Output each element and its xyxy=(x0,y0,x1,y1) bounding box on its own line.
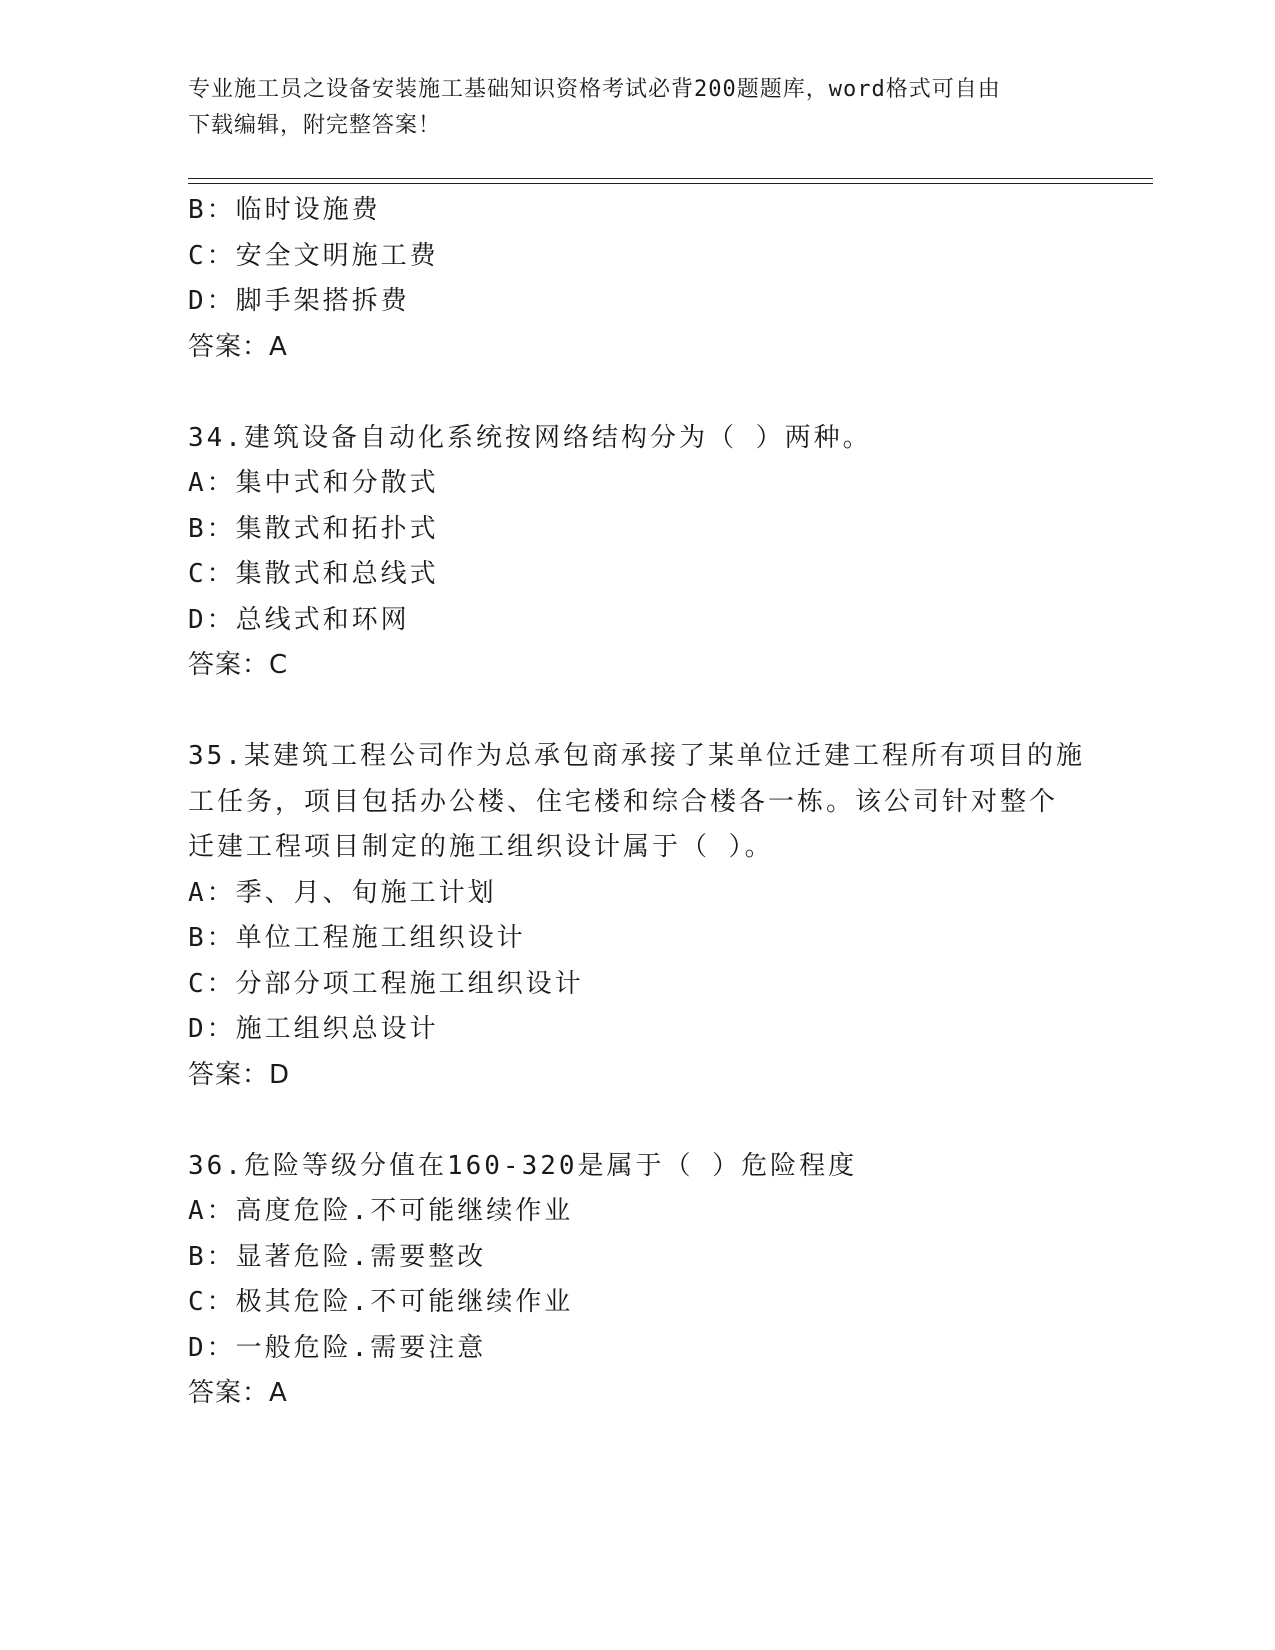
option-a: A：高度危险.不可能继续作业 xyxy=(188,1196,574,1226)
page-header xyxy=(188,72,1088,144)
question-stem xyxy=(188,416,1088,462)
option-c: C：极其危险.不可能继续作业 xyxy=(188,1287,574,1317)
question-stem xyxy=(188,734,1088,871)
option-c: C：安全文明施工费 xyxy=(188,240,439,271)
option-b: B：单位工程施工组织设计 xyxy=(188,923,526,953)
header-divider-bottom xyxy=(188,183,1153,184)
header-divider-top xyxy=(188,178,1153,179)
option-b: B：显著危险.需要整改 xyxy=(188,1241,487,1272)
question-36 xyxy=(188,1144,1088,1417)
header-title-line-1: 专业施工员之设备安装施工基础知识资格考试必背200题题库，word格式可自由 xyxy=(188,77,1001,102)
question-stem-line: 迁建工程项目制定的施工组织设计属于（ ）。 xyxy=(188,832,774,862)
answer-line: 答案：A xyxy=(188,331,288,362)
option-b: B：集散式和拓扑式 xyxy=(188,513,439,544)
option-d: D：一般危险.需要注意 xyxy=(188,1332,487,1363)
answer-line: 答案：D xyxy=(188,1059,291,1090)
question-stem-line: 工任务，项目包括办公楼、住宅楼和综合楼各一栋。该公司针对整个 xyxy=(188,786,1059,817)
option-d: D：总线式和环网 xyxy=(188,604,410,635)
question-spacer xyxy=(188,689,1088,735)
question-spacer xyxy=(188,370,1088,416)
question-stem xyxy=(188,1144,1088,1190)
question-34 xyxy=(188,416,1088,689)
question-stem-line: 35.某建筑工程公司作为总承包商承接了某单位迁建工程所有项目的施 xyxy=(188,741,1085,771)
answer-line: 答案：A xyxy=(188,1378,288,1408)
option-d: D：施工组织总设计 xyxy=(188,1014,439,1044)
question-spacer xyxy=(188,1098,1088,1144)
header-title-line-2: 下载编辑，附完整答案！ xyxy=(188,113,442,138)
option-c: C：集散式和总线式 xyxy=(188,559,439,589)
question-list xyxy=(188,188,1088,1417)
question-stem-line: 34.建筑设备自动化系统按网络结构分为（ ）两种。 xyxy=(188,422,872,453)
option-a: A：集中式和分散式 xyxy=(188,468,439,498)
option-c: C：分部分项工程施工组织设计 xyxy=(188,968,584,999)
option-a: A：季、月、旬施工计划 xyxy=(188,877,497,908)
answer-line: 答案：C xyxy=(188,650,289,680)
question-33 xyxy=(188,188,1088,370)
question-stem-line: 36.危险等级分值在160-320是属于（ ）危险程度 xyxy=(188,1150,858,1181)
question-35 xyxy=(188,734,1088,1098)
option-d: D：脚手架搭拆费 xyxy=(188,286,410,316)
option-b: B：临时设施费 xyxy=(188,195,381,225)
